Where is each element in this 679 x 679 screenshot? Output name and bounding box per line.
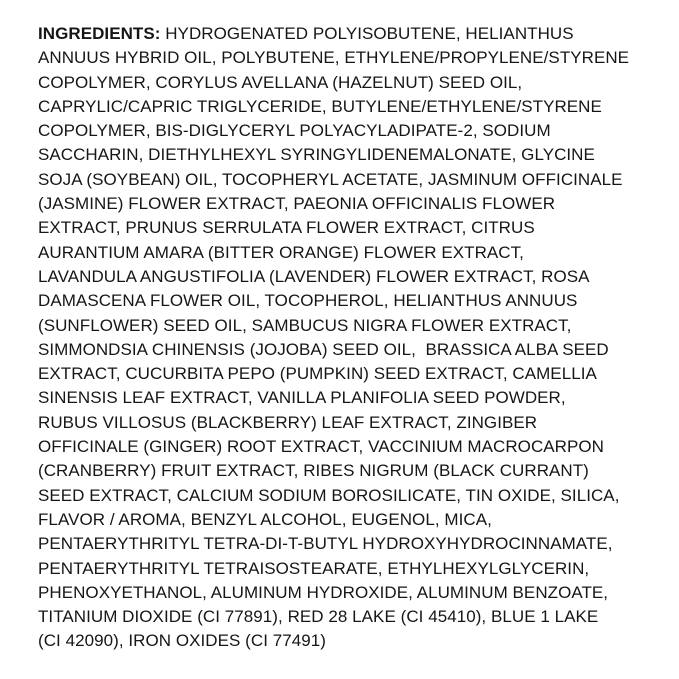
ingredients-line: FLAVOR / AROMA, BENZYL ALCOHOL, EUGENOL, MICA, xyxy=(38,509,492,529)
ingredients-line: COPOLYMER, BIS-DIGLYCERYL POLYACYLADIPATE-2, SODIUM xyxy=(38,121,551,141)
ingredients-line: INGREDIENTS: HYDROGENATED POLYISOBUTENE, HELIANTHUS xyxy=(38,24,574,43)
ingredients-line: SINENSIS LEAF EXTRACT, VANILLA PLANIFOLIA SEED POWDER, xyxy=(38,388,566,408)
ingredients-line: (SUNFLOWER) SEED OIL, SAMBUCUS NIGRA FLOWER EXTRACT, xyxy=(38,315,572,335)
ingredients-line: (CRANBERRY) FRUIT EXTRACT, RIBES NIGRUM (BLACK CURRANT) xyxy=(38,461,589,481)
ingredients-line: SIMMONDSIA CHINENSIS (JOJOBA) SEED OIL, BRASSICA ALBA SEED xyxy=(38,339,609,359)
ingredients-line: (JASMINE) FLOWER EXTRACT, PAEONIA OFFICINALIS FLOWER xyxy=(38,194,556,214)
ingredients-line: EXTRACT, CUCURBITA PEPO (PUMPKIN) SEED EXTRACT, CAMELLIA xyxy=(38,364,597,384)
ingredients-heading: INGREDIENTS: xyxy=(38,24,161,43)
ingredients-line: PENTAERYTHRITYL TETRAISOSTEARATE, ETHYLHEXYLGLYCERIN, xyxy=(38,558,590,578)
ingredients-line: SACCHARIN, DIETHYLHEXYL SYRINGYLIDENEMALONATE, GLYCINE xyxy=(38,145,595,165)
ingredients-line: PHENOXYETHANOL, ALUMINUM HYDROXIDE, ALUMINUM BENZOATE, xyxy=(38,582,609,602)
ingredients-line: PENTAERYTHRITYL TETRA-DI-T-BUTYL HYDROXYHYDROCINNAMATE, xyxy=(38,534,613,554)
ingredients-line: ANNUUS HYBRID OIL, POLYBUTENE, ETHYLENE/PROPYLENE/STYRENE xyxy=(38,48,630,68)
ingredients-line: AURANTIUM AMARA (BITTER ORANGE) FLOWER EXTRACT, xyxy=(38,242,524,262)
ingredients-line: EXTRACT, PRUNUS SERRULATA FLOWER EXTRACT, CITRUS xyxy=(38,218,535,238)
ingredients-line: (CI 42090), IRON OXIDES (CI 77491) xyxy=(38,631,326,651)
ingredients-line: SEED EXTRACT, CALCIUM SODIUM BOROSILICATE, TIN OXIDE, SILICA, xyxy=(38,485,620,505)
ingredients-line: OFFICINALE (GINGER) ROOT EXTRACT, VACCINIUM MACROCARPON xyxy=(38,437,604,457)
ingredients-line: RUBUS VILLOSUS (BLACKBERRY) LEAF EXTRACT, ZINGIBER xyxy=(38,412,538,432)
ingredients-line: LAVANDULA ANGUSTIFOLIA (LAVENDER) FLOWER EXTRACT, ROSA xyxy=(38,266,590,286)
ingredients-line: COPOLYMER, CORYLUS AVELLANA (HAZELNUT) SEED OIL, xyxy=(38,72,523,92)
ingredients-line: TITANIUM DIOXIDE (CI 77891), RED 28 LAKE (CI 45410), BLUE 1 LAKE xyxy=(38,607,599,627)
ingredients-text xyxy=(38,22,659,654)
ingredients-line: SOJA (SOYBEAN) OIL, TOCOPHERYL ACETATE, JASMINUM OFFICINALE xyxy=(38,169,623,189)
ingredients-line: CAPRYLIC/CAPRIC TRIGLYCERIDE, BUTYLENE/ETHYLENE/STYRENE xyxy=(38,96,602,116)
ingredients-line: DAMASCENA FLOWER OIL, TOCOPHEROL, HELIANTHUS ANNUUS xyxy=(38,291,578,311)
